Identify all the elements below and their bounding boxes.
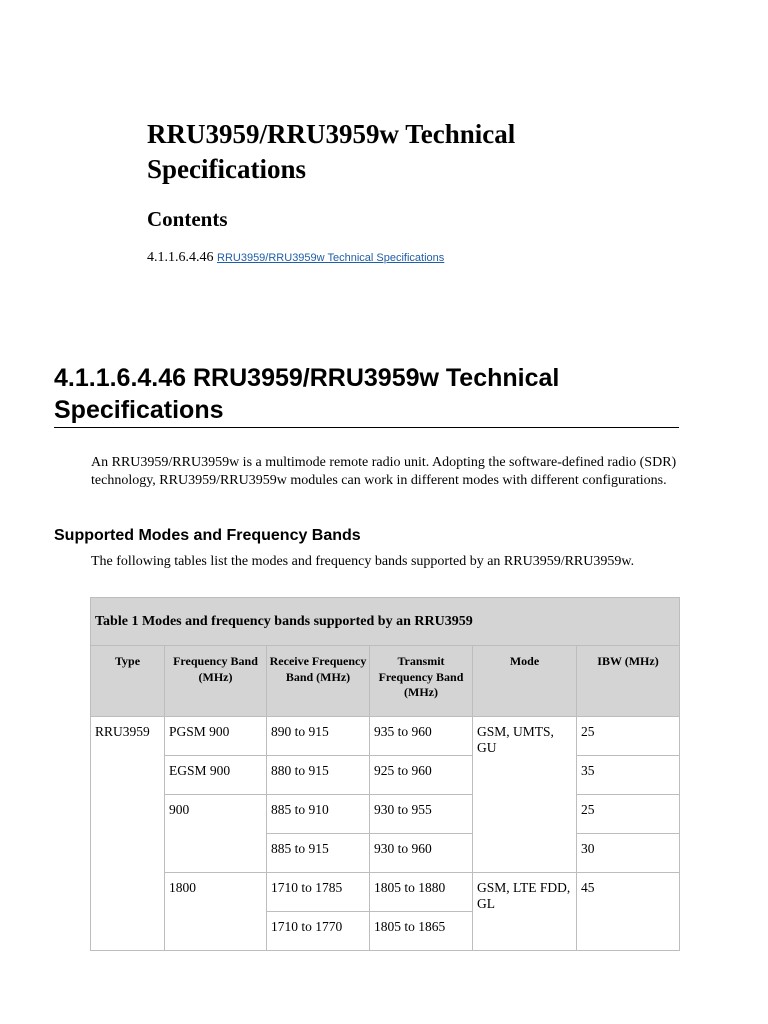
header-receive-band: Receive Frequency Band (MHz)	[267, 646, 370, 717]
cell-rx: 1710 to 1770	[267, 912, 370, 951]
document-title: RRU3959/RRU3959w Technical Specifications	[147, 119, 516, 184]
cell-tx: 1805 to 1880	[370, 873, 473, 912]
cell-ibw: 30	[577, 834, 680, 873]
cell-tx: 925 to 960	[370, 756, 473, 795]
cell-rx: 885 to 915	[267, 834, 370, 873]
cell-rx: 1710 to 1785	[267, 873, 370, 912]
cell-band: 900	[165, 795, 267, 873]
cell-ibw: 25	[577, 795, 680, 834]
toc-entry-link[interactable]: RRU3959/RRU3959w Technical Specifications	[217, 252, 445, 264]
modes-bands-table	[90, 597, 680, 951]
cell-rx: 885 to 910	[267, 795, 370, 834]
cell-band: 1800	[165, 873, 267, 951]
table-row	[91, 717, 680, 756]
contents-heading: Contents	[147, 207, 228, 231]
cell-band: EGSM 900	[165, 756, 267, 795]
header-frequency-band: Frequency Band (MHz)	[165, 646, 267, 717]
table-row	[91, 873, 680, 912]
header-ibw: IBW (MHz)	[577, 646, 680, 717]
table-caption: Table 1 Modes and frequency bands supported by an RRU3959	[91, 598, 680, 646]
cell-tx: 1805 to 1865	[370, 912, 473, 951]
tables-lead-paragraph: The following tables list the modes and frequency bands supported by an RRU3959/RRU3959w.	[91, 554, 635, 569]
table-header-row	[91, 646, 680, 717]
toc-entry-number: 4.1.1.6.4.46	[147, 250, 214, 265]
cell-ibw: 45	[577, 873, 680, 951]
table-caption-row	[91, 598, 680, 646]
cell-tx: 935 to 960	[370, 717, 473, 756]
cell-ibw: 35	[577, 756, 680, 795]
cell-mode: GSM, LTE FDD, GL	[473, 873, 577, 951]
header-type: Type	[91, 646, 165, 717]
header-transmit-band: Transmit Frequency Band (MHz)	[370, 646, 473, 717]
cell-rx: 890 to 915	[267, 717, 370, 756]
table-row	[91, 756, 680, 795]
section-heading: 4.1.1.6.4.46 RRU3959/RRU3959w Technical Specifications	[54, 362, 679, 428]
header-mode: Mode	[473, 646, 577, 717]
cell-tx: 930 to 960	[370, 834, 473, 873]
table-row	[91, 795, 680, 834]
toc-entry	[147, 249, 444, 267]
cell-type: RRU3959	[91, 717, 165, 951]
cell-band: PGSM 900	[165, 717, 267, 756]
cell-tx: 930 to 955	[370, 795, 473, 834]
cell-rx: 880 to 915	[267, 756, 370, 795]
cell-mode: GSM, UMTS, GU	[473, 717, 577, 873]
cell-ibw: 25	[577, 717, 680, 756]
modes-bands-subheading: Supported Modes and Frequency Bands	[54, 527, 361, 544]
intro-paragraph: An RRU3959/RRU3959w is a multimode remote radio unit. Adopting the software-defined radio (SDR) technology, RRU3959/RRU3959w modules can work in different modes with different configurations.	[91, 455, 677, 488]
